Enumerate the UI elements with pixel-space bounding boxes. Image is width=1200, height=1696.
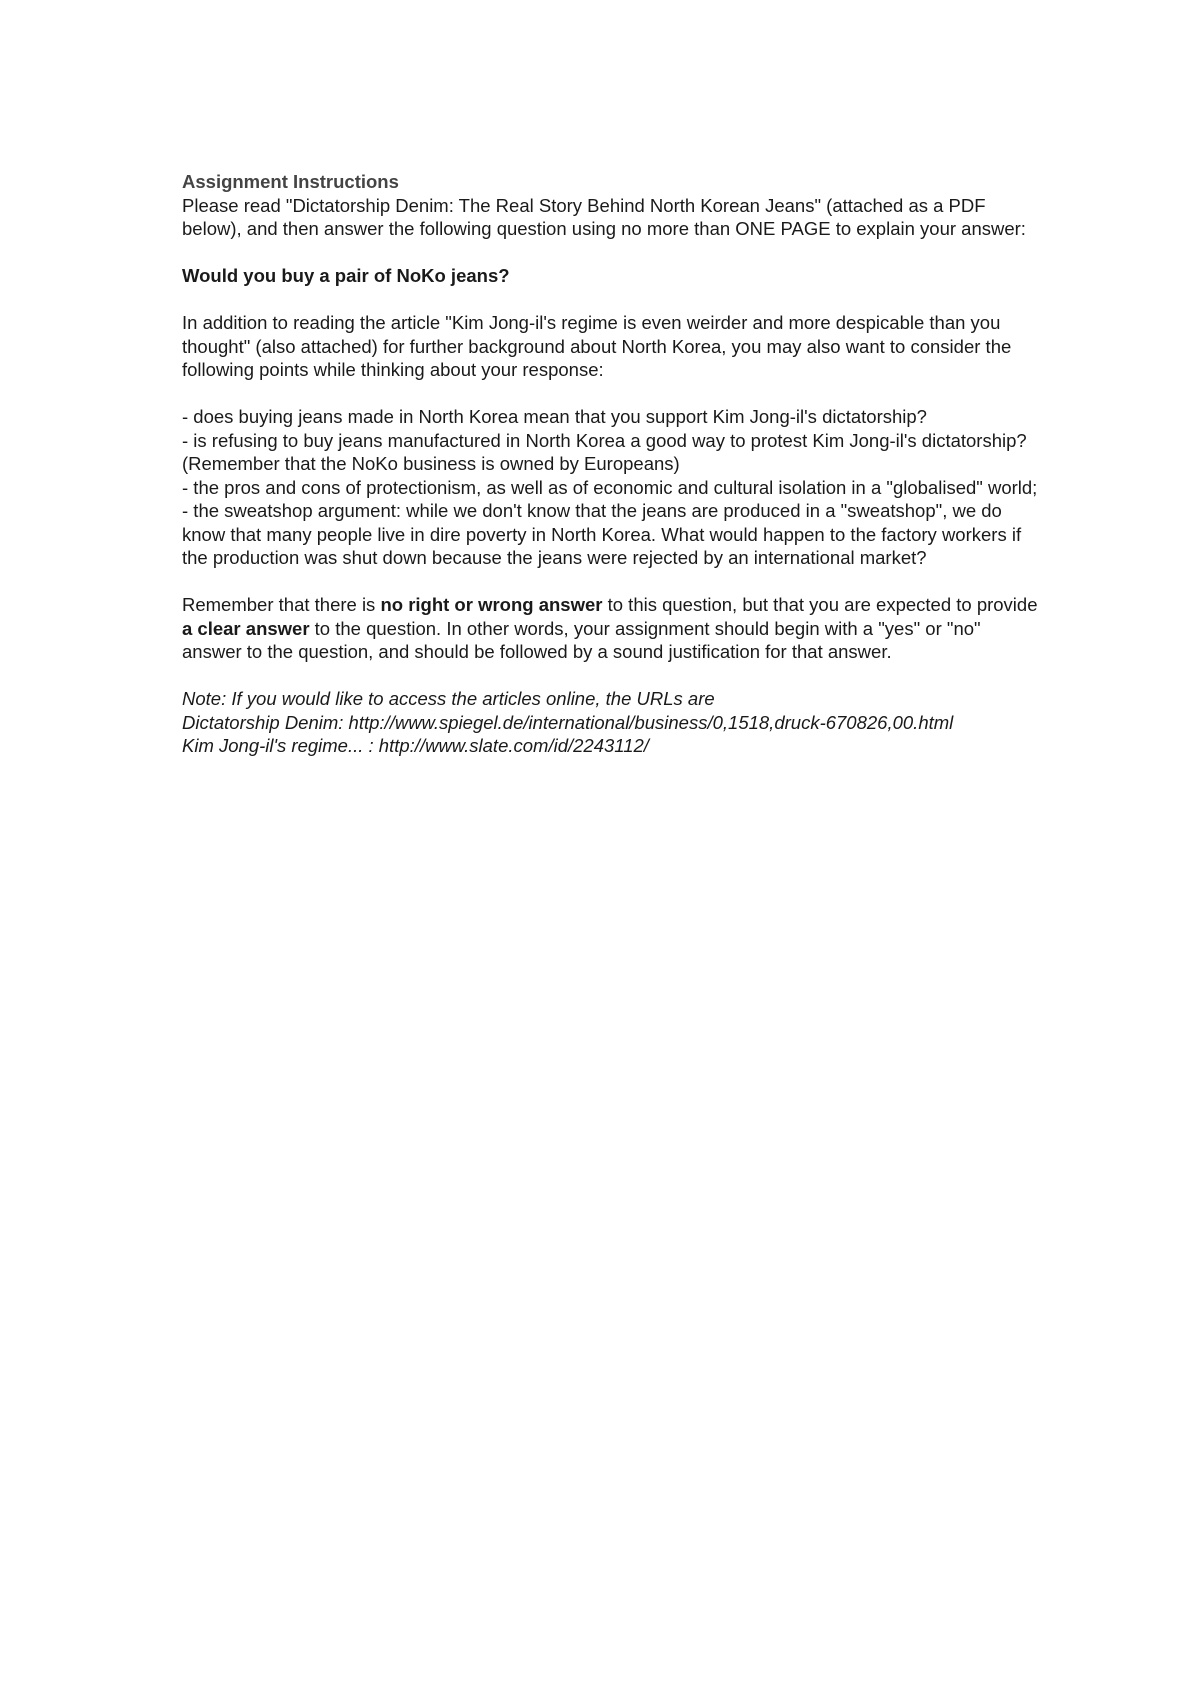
note-url-dictatorship-denim: Dictatorship Denim: http://www.spiegel.de/international/business/0,1518,druck-670826,00.html bbox=[182, 711, 954, 733]
context-paragraph: In addition to reading the article "Kim Jong-il's regime is even weirder and more despicable than you thought" (also attached) for further background about North Korea, you may also want to consider the following points while thinking about your response: bbox=[182, 312, 1012, 380]
remember-paragraph bbox=[182, 593, 1042, 664]
spacer bbox=[182, 288, 1042, 312]
remember-text-1: Remember that there is bbox=[182, 594, 381, 615]
remember-bold-2: a clear answer bbox=[182, 617, 310, 639]
main-question: Would you buy a pair of NoKo jeans? bbox=[182, 265, 510, 286]
point-item: - the sweatshop argument: while we don't know that the jeans are produced in a "sweatshop", we do know that many people live in dire poverty in North Korea. What would happen to the factory workers if the production was shut down because the jeans were rejected by an international market? bbox=[182, 500, 1022, 568]
points-list bbox=[182, 405, 1042, 570]
note-block bbox=[182, 687, 1042, 758]
point-item: - the pros and cons of protectionism, as well as of economic and cultural isolation in a "globalised" world; bbox=[182, 476, 1038, 498]
spacer bbox=[182, 664, 1042, 688]
document-body bbox=[182, 170, 1042, 758]
point-item: - does buying jeans made in North Korea mean that you support Kim Jong-il's dictatorship? bbox=[182, 406, 927, 427]
spacer bbox=[182, 241, 1042, 265]
spacer bbox=[182, 570, 1042, 594]
assignment-heading: Assignment Instructions bbox=[182, 171, 399, 192]
intro-paragraph: Please read "Dictatorship Denim: The Real Story Behind North Korean Jeans" (attached as a PDF below), and then answer the following question using no more than ONE PAGE to explain your answer: bbox=[182, 194, 1026, 239]
note-url-kim-jong-il: Kim Jong-il's regime... : http://www.slate.com/id/2243112/ bbox=[182, 735, 649, 756]
spacer bbox=[182, 382, 1042, 406]
remember-text-3: to the question. In other words, your assignment should begin with a "yes" or "no" answer to the question, and should be followed by a sound justification for that answer. bbox=[182, 617, 981, 662]
point-item: - is refusing to buy jeans manufactured in North Korea a good way to protest Kim Jong-il's dictatorship? (Remember that the NoKo business is owned by Europeans) bbox=[182, 429, 1027, 474]
note-line: Note: If you would like to access the articles online, the URLs are bbox=[182, 688, 715, 709]
remember-bold-1: no right or wrong answer bbox=[380, 594, 603, 615]
remember-text-2: to this question, but that you are expected to provide bbox=[602, 594, 1038, 615]
